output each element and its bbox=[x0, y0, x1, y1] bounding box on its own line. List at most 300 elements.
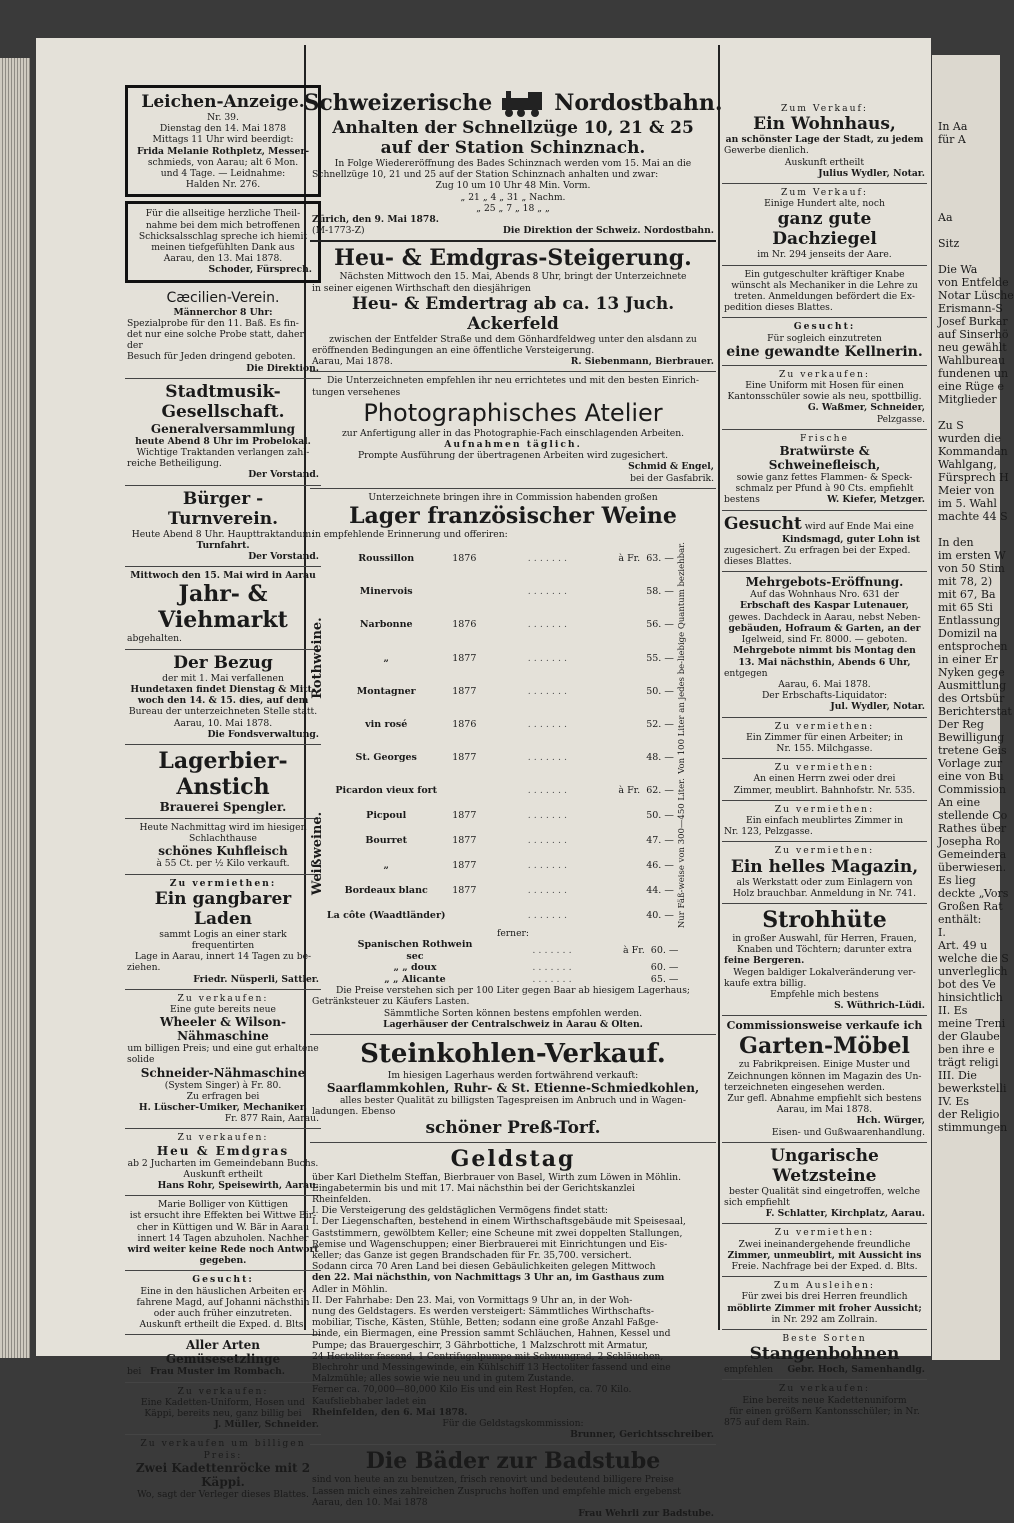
ad-text: entgegen bbox=[724, 667, 768, 679]
ad-text: möblirte Zimmer mit froher Aussicht; bbox=[727, 1302, 922, 1314]
ad-signature: Friedr. Nüsperli, Sattler. bbox=[193, 973, 319, 985]
ad-steinkohlen bbox=[310, 1035, 716, 1143]
ad-heading: Zu vermiethen: bbox=[774, 720, 875, 732]
price-head bbox=[615, 708, 643, 741]
ad-text: Aarau, Mai 1878. bbox=[312, 356, 393, 368]
next-page-line bbox=[938, 172, 1000, 185]
ad-heading: Zu verkaufen: bbox=[778, 368, 871, 380]
ad-heading: Zu vermiethen: bbox=[774, 845, 875, 857]
ad-title: Gesucht bbox=[724, 513, 802, 534]
wine-row bbox=[323, 828, 677, 853]
ad-subtitle: Schneider-Nähmaschine bbox=[140, 1065, 306, 1080]
ad-title: Garten-Möbel bbox=[739, 1033, 910, 1060]
ad-text: Auskunft ertheilt bbox=[784, 156, 865, 168]
wine-price: 48. — bbox=[646, 751, 674, 763]
ad-text: Schlachthause bbox=[189, 833, 257, 845]
ad-text: Eine gute bereits neue bbox=[170, 1003, 276, 1015]
next-page-line: überwiesen. bbox=[938, 861, 1007, 874]
ad-signature: Die Direktion der Schweiz. Nordostbahn. bbox=[502, 225, 714, 237]
ad-naehmaschine bbox=[125, 990, 321, 1130]
next-page-line bbox=[938, 523, 1000, 536]
ad-text: Aarau, 6. Mai 1878. bbox=[778, 678, 871, 690]
wine-leader: . . . . . . . bbox=[527, 860, 568, 871]
ad-zimmer-arbeiter bbox=[722, 718, 927, 760]
ad-footer bbox=[312, 356, 714, 367]
next-page-line: Josef Burkar bbox=[938, 315, 1008, 328]
wine-name: „ bbox=[383, 860, 389, 871]
ad-signature: Der Vorstand. bbox=[248, 551, 319, 563]
ad-text: Rheinfelden. bbox=[312, 1193, 372, 1205]
ad-text: wird auf Ende Mai eine bbox=[804, 520, 914, 532]
ad-title: Stangenbohnen bbox=[749, 1344, 900, 1365]
ad-text: empfehlen bbox=[724, 1364, 774, 1376]
ad-footer bbox=[724, 494, 925, 505]
ad-text: à 55 Ct. per ½ Kilo verkauft. bbox=[156, 858, 290, 870]
wine-year: 1876 bbox=[452, 619, 477, 631]
price-head bbox=[620, 962, 648, 973]
ad-signature: Hch. Würger, bbox=[856, 1115, 925, 1127]
ad-title: Ein Wohnhaus, bbox=[753, 114, 896, 135]
ad-text: zur Anfertigung aller in das Photographie-Fach einschlagenden Arbeiten. bbox=[341, 427, 685, 439]
ad-signature: F. Schlatter, Kirchplatz, Aarau. bbox=[765, 1208, 925, 1220]
ad-zimmer-freundlich bbox=[722, 1224, 927, 1277]
next-page-line: Aa bbox=[938, 211, 953, 224]
ad-heading: Zum Verkauf: bbox=[780, 103, 868, 114]
ad-text: „ 25 „ 7 „ 18 „ „ bbox=[476, 202, 550, 214]
ad-text: Für zwei bis drei Herren freundlich bbox=[741, 1291, 908, 1303]
ad-text: schmalz per Pfund à 90 Cts. empfiehlt bbox=[735, 483, 914, 495]
wine-price: 47. — bbox=[646, 834, 674, 846]
thanks-text: Aarau, den 13. Mai 1878. bbox=[163, 253, 283, 265]
obituary-notice bbox=[125, 85, 321, 197]
price-head: à Fr. bbox=[618, 553, 641, 565]
next-page-line: Es lieg bbox=[938, 874, 976, 887]
wine-year bbox=[449, 575, 479, 608]
next-page-line: wurden die bbox=[938, 432, 1001, 445]
ad-text: Sodann circa 70 Aren Land bei diesen Gebäulichkeiten gelegen Mittwoch bbox=[312, 1261, 656, 1273]
ad-text: Für die Geldstagskommission: bbox=[442, 1418, 584, 1429]
ad-lagerbier bbox=[125, 745, 321, 819]
ad-title: Steinkohlen-Verkauf. bbox=[360, 1038, 666, 1069]
wine-row bbox=[323, 853, 677, 878]
next-page-line: Berichterstat bbox=[938, 705, 1012, 718]
next-page-line: auf Sinserhö bbox=[938, 328, 1009, 341]
next-page-line: des Ortsbür bbox=[938, 692, 1005, 705]
next-page-line: Josepha Ro bbox=[938, 835, 1001, 848]
ad-text: abgehalten. bbox=[127, 633, 182, 645]
wine-price: 58. — bbox=[646, 586, 674, 598]
wine-year: 1876 bbox=[452, 718, 477, 730]
next-page-line bbox=[938, 250, 1000, 263]
ad-text: Aarau, 10. Mai 1878. bbox=[173, 717, 273, 729]
ad-heading: Zum Verkauf: bbox=[780, 187, 868, 199]
next-page-line: Art. 49 u bbox=[938, 939, 988, 952]
ad-kellnerin bbox=[722, 318, 927, 365]
ad-text: Zu erfragen bei bbox=[186, 1090, 260, 1102]
ad-gartenmoebel bbox=[722, 1016, 927, 1142]
ad-title: Schweizerische bbox=[303, 90, 493, 116]
ad-text: Zimmer, meublirt. Bahnhofstr. Nr. 535. bbox=[733, 784, 916, 796]
wine-price: 55. — bbox=[646, 652, 674, 664]
ad-turnverein bbox=[125, 486, 321, 568]
ad-title: Heu- & Emdgras-Steigerung. bbox=[334, 245, 692, 272]
wine-leader: . . . . . . . bbox=[527, 885, 568, 897]
ad-text: zugesichert. Zu erfragen bei der Exped. bbox=[724, 544, 911, 556]
thanks-text: Für die allseitige herzliche Theil- bbox=[145, 208, 301, 220]
ad-text: solide bbox=[127, 1054, 155, 1066]
next-page-line: enthält: bbox=[938, 913, 982, 926]
next-page-line: Zu S bbox=[938, 419, 964, 432]
wine-price: 60. — bbox=[650, 962, 679, 974]
wine-list-white bbox=[312, 778, 714, 928]
ad-text: Ferner ca. 70,000—80,000 Kilo Eis und ein Rest Hopfen, ca. 70 Kilo. bbox=[312, 1384, 632, 1396]
next-page-line: Mitglieder bbox=[938, 393, 997, 406]
ad-text: wünscht als Mechaniker in die Lehre zu bbox=[731, 279, 918, 291]
wine-row bbox=[323, 778, 677, 803]
wine-name: „ „ Alicante bbox=[384, 973, 446, 985]
ad-text: Gaststimmern, gewölbtem Keller; eine Scheune mit zwei doppelten Stallungen, bbox=[312, 1227, 683, 1239]
ad-text: Im hiesigen Lagerhaus werden fortwährend verkauft: bbox=[387, 1069, 639, 1081]
ad-text: Holz brauchbar. Anmeldung in Nr. 741. bbox=[732, 887, 917, 899]
ad-emdgras-steigerung bbox=[310, 242, 716, 372]
wine-leader: . . . . . . . bbox=[527, 586, 568, 598]
ad-text: Lassen mich eines zahlreichen Zuspruchs hoffen und empfehle mich ergebenst bbox=[312, 1485, 681, 1497]
ad-signature: Der Vorstand. bbox=[248, 469, 319, 481]
wine-leader: . . . . . . . bbox=[527, 784, 568, 796]
ad-text: Eine Uniform mit Hosen für einen bbox=[745, 380, 904, 392]
ad-magd bbox=[125, 1271, 321, 1335]
wine-leader: . . . . . . . bbox=[527, 685, 568, 697]
wine-name: St. Georges bbox=[355, 751, 417, 763]
wine-name: Narbonne bbox=[359, 619, 413, 631]
ad-heading: Gesucht: bbox=[192, 1274, 254, 1286]
ad-heading: Zu verkaufen: bbox=[778, 1383, 871, 1395]
ad-text: Eingabetermin bis und mit 17. Mai nächsthin bei der Gerichtskanzlei bbox=[312, 1182, 635, 1194]
next-page-line: stellende Co bbox=[938, 809, 1008, 822]
wine-leader: . . . . . . . bbox=[532, 945, 572, 957]
ad-subtitle: Männerchor 8 Uhr: bbox=[173, 306, 273, 318]
ad-signature: Jul. Wydler, Notar. bbox=[830, 701, 925, 713]
ad-title: Cæcilien-Verein. bbox=[166, 289, 280, 306]
wine-row bbox=[323, 708, 677, 741]
next-page-line: entsprochen bbox=[938, 640, 1008, 653]
ad-zimmer-pelzgasse bbox=[722, 801, 927, 843]
next-page-line: der Religio bbox=[938, 1108, 1000, 1121]
next-page-strip bbox=[932, 55, 1014, 1360]
ad-title: Geldstag bbox=[450, 1145, 576, 1172]
ad-text: oder auch früher einzutreten. bbox=[153, 1308, 293, 1319]
ad-text: Zug 10 um 10 Uhr 48 Min. Vorm. bbox=[435, 180, 591, 192]
next-page-line: im 5. Wahl bbox=[938, 497, 997, 510]
price-head: à Fr. bbox=[623, 945, 645, 957]
ad-text: Empfehle mich bestens bbox=[770, 988, 879, 1000]
ad-subtitle: Generalversammlung bbox=[150, 421, 296, 436]
wine-name: Spanischen Rothwein sec bbox=[357, 939, 473, 962]
ad-title: Ungarische Wetzsteine bbox=[770, 1145, 879, 1186]
ad-text: ladungen. Ebenso bbox=[312, 1106, 396, 1118]
next-page-line: Gemeindera bbox=[938, 848, 1007, 861]
ad-signature: Die Direktion. bbox=[246, 362, 319, 374]
ad-text: Kantonsschüler sowie als neu, spottbillig. bbox=[727, 391, 922, 403]
wine-price: 65. — bbox=[650, 973, 679, 985]
ad-signature: G. Waßmer, Schneider, bbox=[807, 402, 925, 414]
wine-price: 63. — bbox=[646, 553, 674, 565]
ad-text: fahrene Magd, auf Johanni nächsthin bbox=[136, 1296, 310, 1308]
wine-row bbox=[323, 803, 677, 828]
thanks-text: Schicksalsschlag spreche ich hiemit bbox=[138, 230, 308, 242]
ad-text: Die Unterzeichneten empfehlen ihr neu errichtetes und mit den besten Einrich- bbox=[326, 375, 700, 387]
ad-text: woch den 14. & 15. dies, auf dem bbox=[137, 695, 309, 707]
wine-row bbox=[323, 903, 677, 928]
next-page-line: meine Treni bbox=[938, 1017, 1006, 1030]
ad-heading: Gesucht: bbox=[793, 321, 856, 333]
next-page-line: Meier von bbox=[938, 484, 995, 497]
obituary-text: und 4 Tage. — Leidnahme: bbox=[160, 168, 286, 180]
wine-year: 1877 bbox=[452, 860, 477, 871]
next-page-line: welche die S bbox=[938, 952, 1009, 965]
wine-name: vin rosé bbox=[365, 718, 408, 730]
next-page-line: Nyken gege bbox=[938, 666, 1005, 679]
wine-note: Nur Fäß-weise von 300—450 Liter. bbox=[676, 778, 687, 929]
next-page-line: mit 65 Sti bbox=[938, 601, 993, 614]
ad-text: über Karl Diethelm Steffan, Bierbrauer von Basel, Wirth zum Löwen in Möhlin. bbox=[312, 1171, 681, 1183]
next-page-line bbox=[938, 146, 1000, 159]
wine-leader: . . . . . . . bbox=[527, 809, 568, 821]
next-page-line: fundenen un bbox=[938, 367, 1009, 380]
ad-text: Lage in Aarau, innert 14 Tagen zu be- bbox=[134, 951, 312, 963]
wine-name: Minervois bbox=[359, 586, 413, 598]
wine-leader: . . . . . . . bbox=[527, 619, 568, 631]
ad-text: In Folge Wiedereröffnung des Bades Schinznach werden vom 15. Mai an die bbox=[334, 158, 692, 169]
ad-text: Unterzeichnete bringen ihre in Commission habenden großen bbox=[368, 491, 658, 503]
ad-kindsmagd bbox=[722, 511, 927, 573]
ad-magazin bbox=[722, 842, 927, 904]
ad-text: in seiner eigenen Wirthschaft den diesjährigen bbox=[312, 282, 531, 294]
ad-text: Besuch für Jeden dringend geboten. bbox=[127, 351, 296, 363]
price-head bbox=[615, 903, 643, 928]
ad-text: Ein gutgeschulter kräftiger Knabe bbox=[744, 268, 905, 280]
ad-mechaniker-lehre bbox=[722, 266, 927, 319]
ad-text: II. Der Fahrhabe: Den 23. Mai, von Vormittags 9 Uhr an, in der Woh- bbox=[312, 1294, 633, 1306]
ad-text: Marie Bolliger von Küttigen bbox=[158, 1199, 288, 1211]
next-page-line: bot des Ve bbox=[938, 978, 996, 991]
ad-text: Auskunft ertheilt bbox=[183, 1168, 263, 1180]
ad-text: 875 auf dem Rain. bbox=[724, 1417, 810, 1429]
ad-text: gewes. Dachdeck in Aarau, nebst Neben- bbox=[728, 611, 921, 623]
ad-text: wird weiter keine Rede noch Antwort gegeben. bbox=[127, 1243, 319, 1267]
next-page-line: III. Die bbox=[938, 1069, 977, 1082]
ad-text: bei der Gasfabrik. bbox=[630, 472, 714, 484]
next-page-line: In Aa bbox=[938, 120, 968, 133]
ad-signature: Gebr. Hoch, Samenhandlg. bbox=[787, 1364, 925, 1376]
next-page-line bbox=[938, 185, 1000, 198]
wine-price: 52. — bbox=[646, 718, 674, 730]
wine-list-red bbox=[312, 542, 714, 774]
obituary-text: Halden Nr. 276. bbox=[185, 179, 261, 191]
ad-title: Lagerbier-Anstich bbox=[158, 747, 288, 800]
ad-heading: Commissionsweise verkaufe ich bbox=[726, 1019, 923, 1033]
next-page-line: Wahlbureau bbox=[938, 354, 1006, 367]
ad-text: gebäuden, Hofraum & Garten, an der bbox=[728, 622, 921, 634]
wine-year: 1877 bbox=[452, 809, 477, 821]
ad-photo-atelier bbox=[310, 372, 716, 488]
ad-uniform bbox=[722, 366, 927, 430]
wine-name: Picardon vieux fort bbox=[335, 784, 438, 796]
wine-year bbox=[449, 778, 479, 803]
ad-heu bbox=[125, 1129, 321, 1196]
ad-text: Aarau, im Mai 1878. bbox=[776, 1104, 873, 1116]
next-page-line: hinsichtlich bbox=[938, 991, 1003, 1004]
next-page-line: eine Rüge e bbox=[938, 380, 1005, 393]
wine-row bbox=[323, 575, 677, 608]
ad-title: Aller Arten Gemüsesetzlinge bbox=[165, 1338, 281, 1367]
ad-dachziegel bbox=[722, 184, 927, 266]
price-head bbox=[615, 609, 643, 642]
ad-text: Mehrgebote nimmt bis Montag den bbox=[733, 645, 916, 657]
next-page-line: für A bbox=[938, 133, 966, 146]
ad-title: Stadtmusik-Gesellschaft. bbox=[161, 381, 285, 422]
ad-wetzsteine bbox=[722, 1143, 927, 1225]
ad-text: Turnfahrt. bbox=[196, 539, 250, 551]
ad-text: ferner: bbox=[496, 928, 530, 940]
ad-text: (M-1773-Z) bbox=[312, 225, 365, 237]
ad-text: Hundetaxen findet Dienstag & Mitt- bbox=[130, 683, 316, 695]
next-page-line: ben ihre e bbox=[938, 1043, 995, 1056]
price-head bbox=[615, 575, 643, 608]
next-page-line: trägt religi bbox=[938, 1056, 999, 1069]
ad-text: kaufe extra billig. bbox=[724, 977, 807, 989]
ad-subtitle: schöner Preß-Torf. bbox=[425, 1117, 601, 1138]
ad-signature: Hans Rohr, Speisewirth, Aarau. bbox=[157, 1179, 319, 1191]
ad-text: Aarau, den 10. Mai 1878 bbox=[312, 1496, 428, 1508]
wine-price: 56. — bbox=[646, 619, 674, 631]
ad-text: bester Qualität sind eingetroffen, welche bbox=[728, 1185, 921, 1197]
ad-text: 24 Hectoliter fassend, 1 Centrifugalpumpe mit Schwungrad, 2 Schläuchen, bbox=[312, 1350, 664, 1362]
next-page-line: tretene Geis bbox=[938, 744, 1007, 757]
ad-title: ganz gute Dachziegel bbox=[772, 209, 877, 250]
ad-laden bbox=[125, 875, 321, 990]
ad-markt bbox=[125, 567, 321, 649]
ad-text: in empfehlende Erinnerung und offeriren: bbox=[312, 529, 508, 541]
ad-text: Zwei ineinandergehende freundliche bbox=[738, 1238, 911, 1250]
ad-text: Ein Zimmer für einen Arbeiter; in bbox=[746, 731, 903, 743]
ad-title: Bratwürste & Schweinefleisch, bbox=[768, 444, 881, 473]
ad-text: Auf das Wohnhaus Nro. 631 der bbox=[750, 589, 899, 601]
wine-price: 62. — bbox=[646, 784, 674, 796]
price-head bbox=[615, 741, 643, 774]
ad-text: nung des Geldstagers. Es werden versteigert: Sämmtliches Wirthschafts- bbox=[312, 1305, 654, 1317]
next-page-line: Fürsprech H bbox=[938, 471, 1009, 484]
wine-year: 1877 bbox=[452, 652, 477, 664]
ad-text: binde, ein Biermagen, eine Pression sammt Schläuchen, Hahnen, Kessel und bbox=[312, 1328, 671, 1340]
ad-heading: Zu vermiethen: bbox=[774, 1227, 875, 1239]
ad-signature: J. Müller, Schneider. bbox=[214, 1419, 319, 1431]
ad-subtitle: Anhalten der Schnellzüge 10, 21 & 25 bbox=[332, 118, 694, 138]
obituary-title: Leichen-Anzeige. bbox=[141, 92, 305, 112]
next-page-line: eine von Bu bbox=[938, 770, 1004, 783]
next-page-line: mit 78, 2) bbox=[938, 575, 993, 588]
ad-subtitle: auf der Station Schinznach. bbox=[380, 138, 646, 158]
ad-title: schönes Kuhfleisch bbox=[158, 844, 288, 859]
ad-text: Wo, sagt der Verleger dieses Blattes. bbox=[137, 1488, 309, 1500]
ad-bratwurst bbox=[722, 430, 927, 511]
column-rule-2 bbox=[718, 45, 720, 1330]
ad-text: sammt Logis an einer stark frequentirten bbox=[159, 928, 287, 951]
ad-text: innert 14 Tagen abzuholen. Nachher bbox=[137, 1232, 309, 1244]
next-page-line: mit 67, Ba bbox=[938, 588, 996, 601]
wine-name: La côte (Waadtländer) bbox=[326, 910, 446, 922]
next-page-line: bewerkstelli bbox=[938, 1082, 1007, 1095]
ad-geldstag bbox=[310, 1143, 716, 1446]
ad-heading: Zu verkaufen: bbox=[177, 1132, 269, 1144]
ad-title: Wheeler & Wilson-Nähmaschine bbox=[159, 1015, 287, 1044]
ad-text: dieses Blattes. bbox=[724, 556, 792, 568]
wine-note: Von 100 Liter an jedes be-liebige Quantum beziehbar. bbox=[676, 542, 687, 775]
wine-leader: . . . . . . . bbox=[527, 718, 568, 730]
ad-title: eine gewandte Kellnerin. bbox=[726, 343, 923, 360]
ad-text: H. Lüscher-Umiker, Mechaniker, bbox=[138, 1101, 308, 1113]
ad-text: Knaben und Töchtern; darunter extra bbox=[736, 944, 913, 956]
next-page-line: Großen Rat bbox=[938, 900, 1003, 913]
next-page-line: Bewilligung bbox=[938, 731, 1005, 744]
price-head bbox=[620, 974, 648, 985]
ad-text: sind von heute an zu benutzen, frisch renovirt und bedeutend billigere Preise bbox=[312, 1474, 674, 1486]
ad-text: bestens bbox=[724, 494, 760, 506]
ad-bezug bbox=[125, 650, 321, 745]
ad-text: Pelzgasse. bbox=[876, 413, 925, 425]
next-page-line: von 50 Stim bbox=[938, 562, 1005, 575]
ad-signature: Die Fondsverwaltung. bbox=[207, 728, 319, 740]
ad-text: Gewerbe dienlich. bbox=[724, 145, 809, 157]
ad-heading: Beste Sorten bbox=[782, 1333, 867, 1345]
ad-kadetten-uniform bbox=[125, 1383, 321, 1436]
wine-row bbox=[323, 609, 677, 642]
wine-leader: . . . . . . . bbox=[532, 962, 572, 974]
ad-text: Sämmtliche Sorten können bestens empfohlen werden. bbox=[383, 1007, 643, 1019]
locomotive-icon bbox=[500, 88, 546, 118]
ad-text: Pumpe; das Brauergeschirr, 3 Gährbottiche, 1 Malzschrott mit Armatur, bbox=[312, 1339, 648, 1351]
next-page-line: von Entfelde bbox=[938, 276, 1009, 289]
ad-text: terzeichneten eingesehen werden. bbox=[724, 1081, 885, 1093]
ad-text: I. Der Liegenschaften, bestehend in einem Wirthschaftsgebäude mit Speisesaal, bbox=[312, 1216, 686, 1228]
ad-heading: Zu vermiethen: bbox=[774, 762, 875, 774]
ad-bolliger bbox=[125, 1196, 321, 1271]
wine-row bbox=[323, 675, 677, 708]
ad-kadettenroecke bbox=[125, 1435, 321, 1504]
wine-year: 1876 bbox=[452, 553, 477, 565]
next-page-line: Wahlgang, bbox=[938, 458, 997, 471]
wine-row bbox=[323, 642, 677, 675]
ad-setzlinge bbox=[125, 1335, 321, 1382]
ad-heading: Zum Ausleihen: bbox=[774, 1280, 875, 1292]
ad-subtitle: Heu- & Emdertrag ab ca. 13 Juch. Ackerfeld bbox=[351, 293, 675, 334]
wine-table-spain bbox=[352, 939, 681, 985]
ad-text: zwischen der Entfelder Straße und dem Gönhardfeldweg unter den alsdann zu bbox=[329, 333, 697, 345]
ad-text: Rheinfelden, den 6. Mai 1878. bbox=[312, 1406, 468, 1418]
wine-leader: . . . . . . . bbox=[527, 910, 568, 922]
ad-text: Käppi, bereits neu, ganz billig bei bbox=[144, 1408, 302, 1420]
thanks-text: nahme bei dem mich betroffenen bbox=[145, 219, 301, 231]
price-head bbox=[615, 853, 643, 878]
ad-text: Igelweid, sind Fr. 8000. — geboten. bbox=[741, 634, 908, 646]
next-page-line: I. bbox=[938, 926, 946, 939]
thanks-notice bbox=[125, 201, 321, 282]
ad-text: Nr. 123, Pelzgasse. bbox=[724, 826, 813, 838]
wine-name: Montagner bbox=[356, 685, 416, 697]
ad-baeder bbox=[310, 1445, 716, 1523]
ad-signature: W. Kiefer, Metzger. bbox=[827, 494, 925, 506]
ad-text: I. Die Versteigerung des geldstäglichen Vermögens findet statt: bbox=[312, 1205, 609, 1217]
